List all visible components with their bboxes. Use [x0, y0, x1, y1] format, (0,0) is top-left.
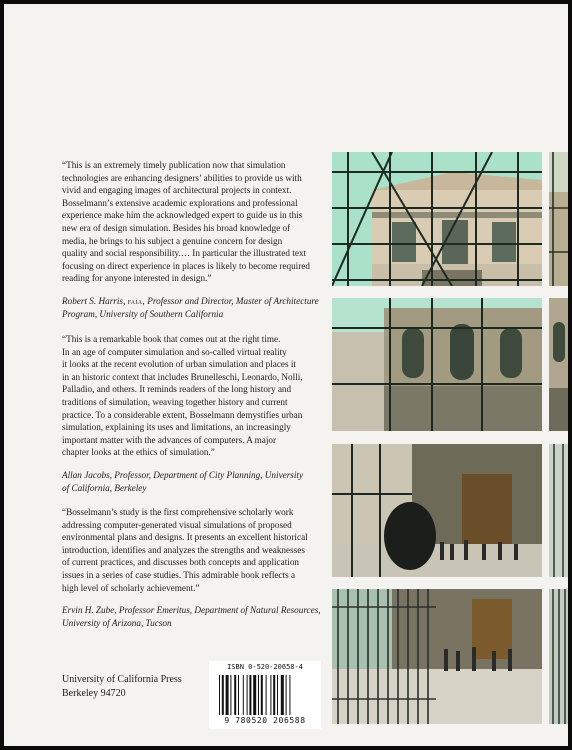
back-cover — [4, 4, 568, 746]
photo-baptistery-upper — [332, 152, 542, 286]
barcode-bars — [219, 675, 311, 715]
ean-number: 9 780520 206588 — [224, 716, 306, 725]
photo-strip-middle — [549, 298, 568, 431]
isbn-text: ISBN 0-520-20658-4 — [227, 663, 303, 671]
photo-baptistery-gate — [332, 589, 542, 724]
photo-strip-upper — [549, 152, 568, 286]
blurb-quote-zube: “Bosselmann’s study is the first comprehensive scholarly work addressing computer-generated visual simulations of proposed environmental plans and designs. It presents an excellent historical introduction, identifies and analyzes the strengths and weaknesses of current practices, and discusses both concepts and application issues in a series of case studies. This admirable book reflects a high level of scholarly achievement.” — [62, 507, 308, 593]
blurb-attribution-jacobs: Allan Jacobs, Professor, Department of City Planning, University of California, Berkeley — [62, 470, 304, 493]
publisher-imprint: University of California Press Berkeley 94720 — [62, 674, 182, 699]
photo-strip-gate — [549, 589, 568, 724]
blurb-quote-jacobs: “This is a remarkable book that comes out at the right time. In an age of computer simulation and so-called virtual reality it looks at the recent evolution of urban simulation and places it in an historic context that includes Brunelleschi, Leonardo, Nolli, Palladio, and others. It reminds readers of the long history and traditions of simulation, weaving together history and current practice. To a considerable extent, Bosselmann demystifies urban simulation, explaining its uses and limitations, an increasingly important matter with the advances of computers. A major chapter looks at the ethics of simulation.” — [62, 334, 303, 458]
blurb-attribution-harris: Robert S. Harris, faia, Professor and Director, Master of Architecture Program, University of Southern California — [62, 296, 319, 319]
photo-strip-doors — [549, 444, 568, 577]
isbn-barcode — [209, 661, 321, 729]
blurb-quote-harris: “This is an extremely timely publication now that simulation technologies are enhancing designers’ abilities to provide us with vivid and engaging images of architectural projects in context. Bosselmann’s extensive academic explorations and professional experience make him the acknowledged expert to guide us in this new era of design simulation. Besides his broad knowledge of media, he brings to his subject a genuine concern for design quality and social responsibility.… In particular the illustrated text focusing on direct experience in places is likely to become required reading for anyone interested in design.” — [62, 160, 310, 284]
blurb-attribution-zube: Ervin H. Zube, Professor Emeritus, Department of Natural Resources, University of Arizona, Tucson — [62, 605, 321, 628]
photo-baptistery-doors — [332, 444, 542, 577]
photo-baptistery-middle — [332, 298, 542, 431]
